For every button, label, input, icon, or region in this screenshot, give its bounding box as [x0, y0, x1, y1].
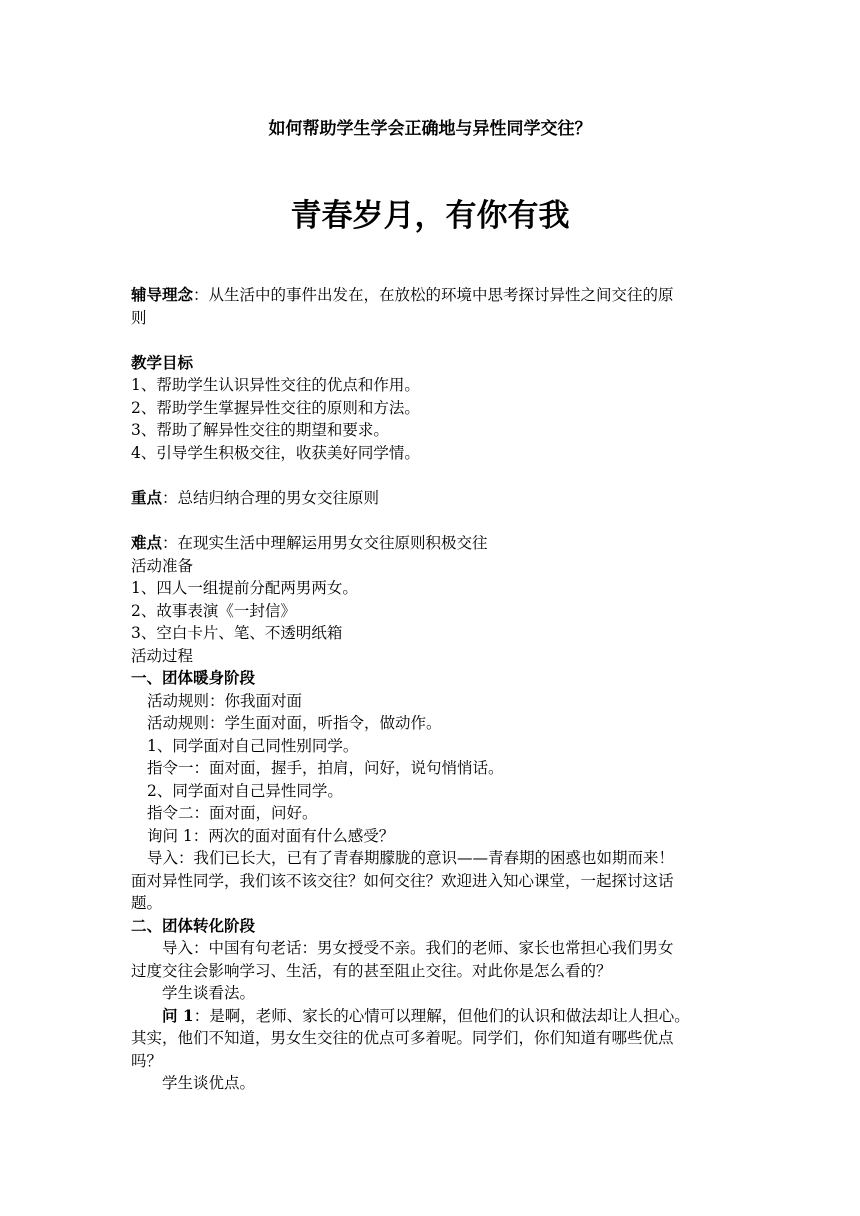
stage1-line: 1、同学面对自己同性别同学。: [147, 737, 359, 755]
stage1-heading: 一、团体暖身阶段: [131, 668, 256, 687]
goal-item: 4、引导学生积极交往，收获美好同学情。: [131, 444, 420, 462]
document-title: 青春岁月，有你有我: [290, 198, 570, 234]
stage2-adv: 学生谈优点。: [162, 1074, 256, 1092]
stage2-view: 学生谈看法。: [162, 984, 256, 1002]
prep-item: 1、四人一组提前分配两男两女。: [131, 579, 358, 597]
stage1-intro-line: 导入：我们已长大，已有了青春期朦胧的意识——青春期的困惑也如期而来！: [147, 849, 675, 867]
stage1-line: 活动规则：学生面对面，听指令，做动作。: [147, 714, 442, 732]
prep-item: 3、空白卡片、笔、不透明纸箱: [131, 624, 343, 642]
hard-label: 难点: [131, 533, 163, 552]
goal-item: 1、帮助学生认识异性交往的优点和作用。: [131, 376, 420, 394]
prep-heading: 活动准备: [131, 557, 194, 575]
concept-text: ：从生活中的事件出发在，在放松的环境中思考探讨异性之间交往的原: [193, 286, 674, 304]
difficult-point: [131, 532, 488, 554]
process-heading: 活动过程: [131, 647, 194, 665]
goal-item: 2、帮助学生掌握异性交往的原则和方法。: [131, 399, 420, 417]
concept-label: 辅导理念: [131, 285, 194, 304]
stage1-intro-line: 面对异性同学，我们该不该交往？如何交往？欢迎进入知心课堂，一起探讨这话: [131, 872, 674, 890]
concept-line-1: [131, 284, 674, 306]
stage1-line: 活动规则：你我面对面: [147, 692, 303, 710]
goal-item: 3、帮助了解异性交往的期望和要求。: [131, 421, 389, 439]
key-text: ：总结归纳合理的男女交往原则: [162, 489, 380, 507]
q1-text: ：是啊，老师、家长的心情可以理解，但他们的认识和做法却让人担心。: [193, 1007, 690, 1025]
hard-text: ：在现实生活中理解运用男女交往原则积极交往: [162, 534, 488, 552]
prep-item: 2、故事表演《一封信》: [131, 602, 296, 620]
stage1-line: 询问 1：两次的面对面有什么感受？: [147, 827, 395, 845]
q1-line-2: 其实，他们不知道，男女生交往的优点可多着呢。同学们，你们知道有哪些优点: [131, 1029, 674, 1047]
goals-heading: 教学目标: [131, 353, 194, 372]
stage2-intro-line: 过度交往会影响学习、生活，有的甚至阻止交往。对此你是怎么看的？: [131, 962, 612, 980]
key-point: [131, 487, 379, 509]
q1-line-3: 吗？: [131, 1052, 163, 1070]
stage2-heading: 二、团体转化阶段: [131, 916, 256, 935]
stage1-line: 指令一：面对面，握手，拍肩，问好，说句悄悄话。: [147, 759, 504, 777]
q1-line-1: [162, 1005, 690, 1027]
key-label: 重点: [131, 488, 163, 507]
stage1-line: 2、同学面对自己异性同学。: [147, 782, 343, 800]
stage2-intro-line: 导入：中国有句老话：男女授受不亲。我们的老师、家长也常担心我们男女: [162, 939, 674, 957]
stage1-line: 指令二：面对面，问好。: [147, 804, 318, 822]
stage1-intro-line: 题。: [131, 894, 163, 912]
concept-line-2: 则: [131, 309, 147, 327]
document-subtitle: 如何帮助学生学会正确地与异性同学交往？: [268, 119, 592, 139]
q1-label: 问 1: [162, 1006, 194, 1025]
